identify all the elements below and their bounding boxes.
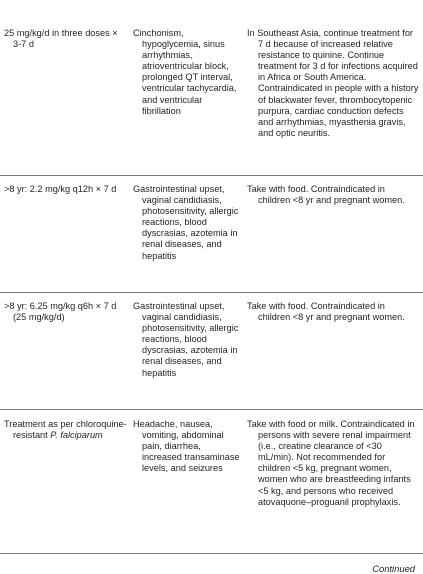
comments-text: Take with food or milk. Contraindicated in persons with severe renal impairment (i.e., creatine clearance of <30 mL/min). Not recommended for children <5 kg, pregnant women, women who are breastfeeding infants <5 kg, and persons who received atovaquone–proguanil prophylaxis. — [247, 419, 415, 507]
dosage-cell — [4, 419, 128, 441]
adverse-effects-cell — [133, 184, 243, 262]
comments-text: Take with food. Contraindicated in children <8 yr and pregnant women. — [247, 184, 405, 206]
table-bottom-rule — [0, 553, 423, 554]
adverse-effects-text: Gastrointestinal upset, vaginal candidiasis, photosensitivity, allergic reactions, blood dyscrasias, azotemia in renal diseases, and hepatitis — [133, 184, 239, 261]
dosage-text: >8 yr: 6.25 mg/kg q6h × 7 d (25 mg/kg/d) — [4, 301, 117, 323]
comments-cell — [247, 28, 419, 139]
dosage-prefix: Treatment as per chloroquine-resistant — [4, 419, 127, 441]
comments-text: In Southeast Asia, continue treatment for 7 d because of increased relative resistance to quinine. Continue treatment for 3 d for infections acquired in Africa or South America. Contraindicated in people with a history of blackwater fever, thrombocytopenic purpura, cardiac conduction defects and arrhythmias, myasthenia gravis, and optic neuritis. — [247, 28, 419, 138]
dosage-text: >8 yr: 2.2 mg/kg q12h × 7 d — [4, 184, 117, 194]
dosage-cell — [4, 301, 128, 323]
row-divider — [0, 292, 423, 293]
comments-cell — [247, 419, 419, 508]
comments-cell — [247, 301, 419, 323]
dosage-text: 25 mg/kg/d in three doses × 3-7 d — [4, 28, 118, 50]
dosage-cell — [4, 184, 128, 195]
adverse-effects-text: Gastrointestinal upset, vaginal candidiasis, photosensitivity, allergic reactions, blood dyscrasias, azotemia in renal diseases, and hepatitis — [133, 301, 239, 378]
comments-text: Take with food. Contraindicated in children <8 yr and pregnant women. — [247, 301, 405, 323]
row-divider — [0, 175, 423, 176]
adverse-effects-text: Headache, nausea, vomiting, abdominal pain, diarrhea, increased transaminase levels, and seizures — [133, 419, 240, 474]
adverse-effects-cell — [133, 301, 243, 379]
adverse-effects-cell — [133, 419, 243, 474]
continued-label: Continued — [372, 563, 415, 574]
dosage-species: P. falciparum — [50, 430, 103, 441]
row-divider — [0, 409, 423, 410]
comments-cell — [247, 184, 419, 206]
adverse-effects-cell — [133, 28, 243, 117]
adverse-effects-text: Cinchonism, hypoglycemia, sinus arrhythmias, atrioventricular block, prolonged QT interval, ventricular tachycardia, and ventricular fibrillation — [133, 28, 237, 116]
dosage-cell — [4, 28, 128, 50]
dosage-text — [4, 419, 128, 441]
